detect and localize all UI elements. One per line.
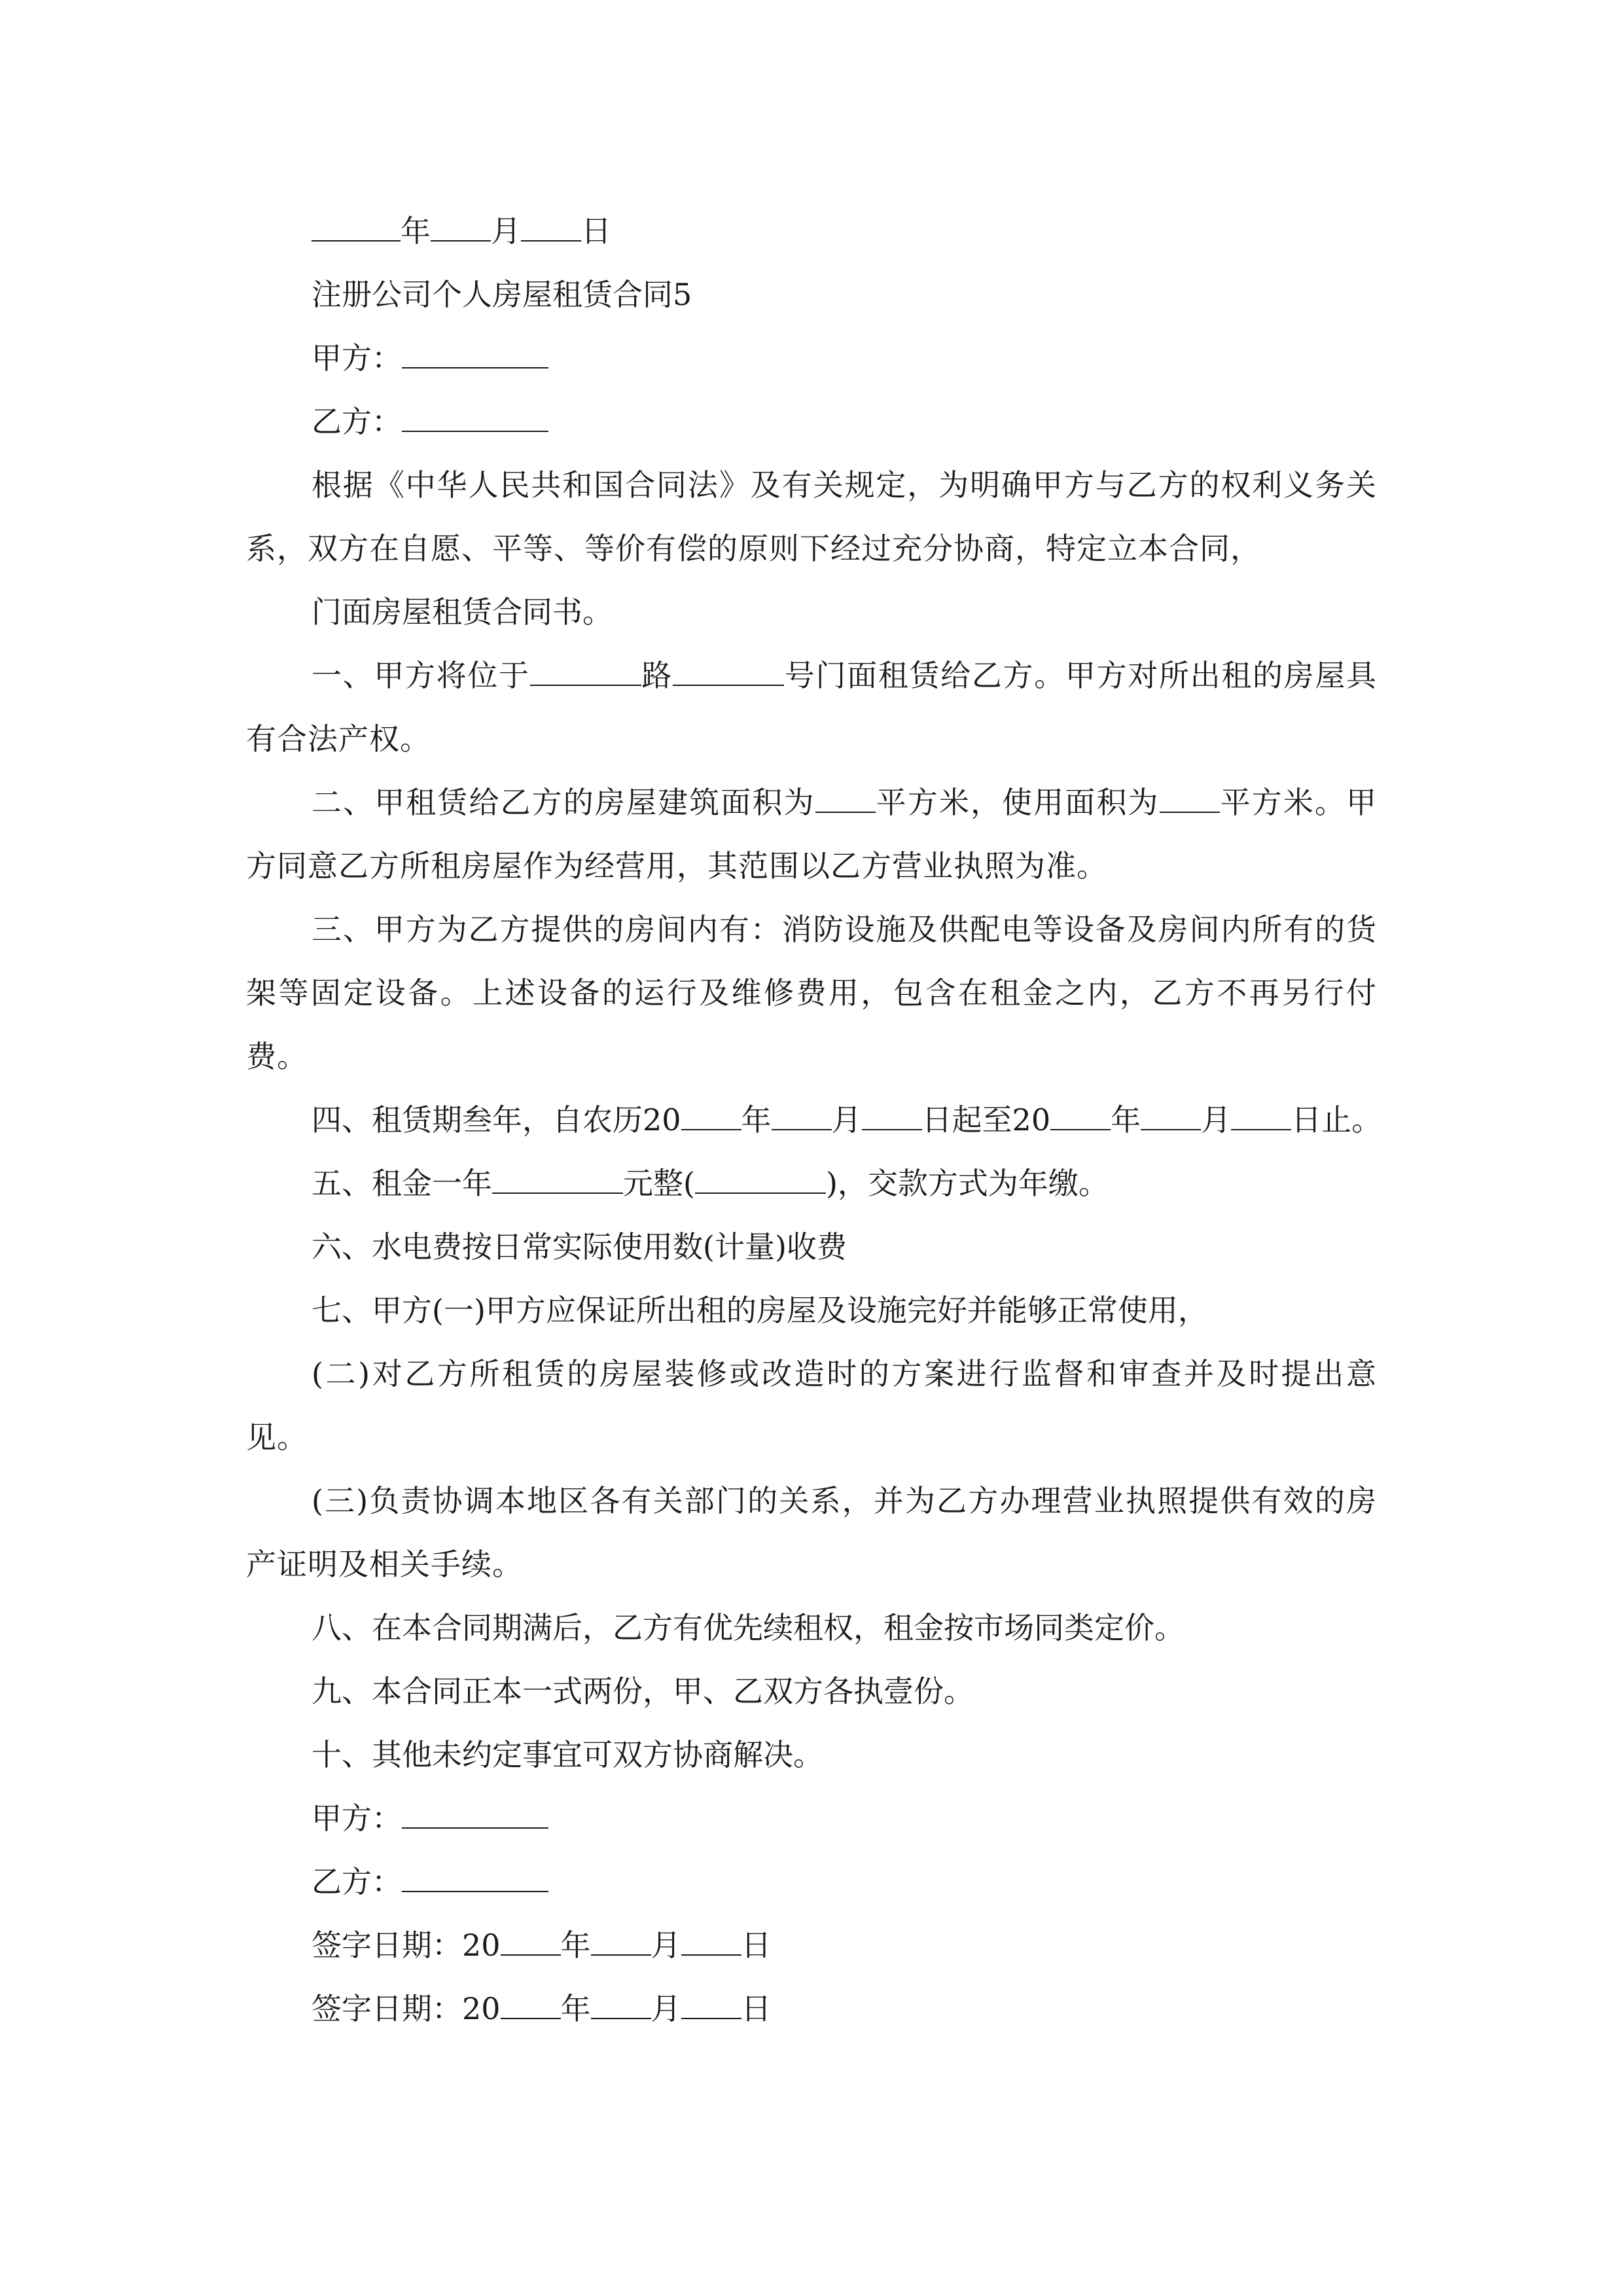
- start-month-blank: [772, 1103, 832, 1130]
- sign-date-2-month-blank: [591, 1992, 651, 2019]
- road-blank: [530, 658, 641, 686]
- clause-4-text-e: 年: [1111, 1102, 1141, 1138]
- month-label: 月: [491, 213, 521, 249]
- clause-3: 三、甲方为乙方提供的房间内有：消防设施及供配电等设备及房间内所有的货架等固定设备。上述设备的运行及维修费用，包含在租金之内，乙方不再另行付费。: [246, 912, 1377, 1074]
- clause-6: 六、水电费按日常实际使用数(计量)收费: [312, 1229, 847, 1265]
- sign-date-2-month: 月: [651, 1991, 681, 2026]
- clause-5: [246, 1152, 1377, 1215]
- sign-date-2-day-blank: [681, 1992, 741, 2019]
- year-blank: [312, 214, 401, 242]
- sign-date-2-day: 日: [741, 1991, 772, 2026]
- clause-2-text-a: 二、甲租赁给乙方的房屋建筑面积为: [312, 785, 815, 820]
- clause-1: [246, 644, 1377, 771]
- subtitle: 门面房屋租赁合同书。: [312, 594, 613, 630]
- day-blank: [521, 214, 581, 242]
- party-a-label: 甲方：: [312, 340, 402, 376]
- end-month-blank: [1141, 1103, 1201, 1130]
- sign-date-2-label: 签字日期：20: [312, 1991, 501, 2026]
- month-blank: [431, 214, 491, 242]
- clause-4-text-g: 日止。: [1291, 1102, 1382, 1138]
- sign-date-2-year: 年: [560, 1991, 591, 2026]
- clause-1-text-b: 路: [641, 658, 673, 693]
- clause-1-text-a: 一、甲方将位于: [312, 658, 530, 693]
- sign-date-1-month: 月: [651, 1928, 681, 1963]
- end-day-blank: [1231, 1103, 1291, 1130]
- clause-7: 七、甲方(一)甲方应保证所出租的房屋及设施完好并能够正常使用，: [312, 1293, 1208, 1328]
- clause-1-text-c: 号门面租赁给乙方。甲方对所出租的房屋具有合法产权。: [246, 658, 1378, 757]
- clause-5-text-b: 元整(: [623, 1166, 695, 1201]
- sign-date-1-year-blank: [501, 1928, 561, 1956]
- clause-5-text-a: 五、租金一年: [312, 1166, 492, 1201]
- sign-date-line-2: [246, 1977, 1377, 2041]
- sign-date-1-day-blank: [681, 1928, 741, 1956]
- party-b-label: 乙方：: [312, 404, 402, 439]
- clause-4-text-a: 四、租赁期叁年，自农历20: [312, 1102, 681, 1138]
- clause-4-text-f: 月: [1201, 1102, 1232, 1138]
- contract-title: 注册公司个人房屋租赁合同5: [312, 277, 692, 312]
- clause-10: 十、其他未约定事宜可双方协商解决。: [312, 1737, 823, 1772]
- sign-date-2-year-blank: [501, 1992, 561, 2019]
- signature-party-b: [246, 1850, 1377, 1914]
- clause-4-text-b: 年: [741, 1102, 772, 1138]
- day-label: 日: [581, 213, 611, 249]
- clause-8: 八、在本合同期满后，乙方有优先续租权，租金按市场同类定价。: [312, 1610, 1185, 1645]
- sign-date-1-label: 签字日期：20: [312, 1928, 501, 1963]
- end-year-blank: [1050, 1103, 1111, 1130]
- usable-area-blank: [1160, 785, 1220, 813]
- start-day-blank: [862, 1103, 922, 1130]
- header-date-line: [246, 200, 1377, 263]
- signature-party-a: [246, 1787, 1377, 1850]
- clause-4: [246, 1088, 1382, 1152]
- signature-party-b-blank: [402, 1865, 548, 1892]
- signature-party-a-label: 甲方：: [312, 1801, 402, 1836]
- party-b-blank: [402, 404, 548, 432]
- clause-7-sub-2: (二)对乙方所租赁的房屋装修或改造时的方案进行监督和审查并及时提出意见。: [246, 1356, 1377, 1455]
- party-a-blank: [402, 341, 548, 368]
- clause-9: 九、本合同正本一式两份，甲、乙双方各执壹份。: [312, 1674, 974, 1709]
- sign-date-line-1: [246, 1914, 1377, 1977]
- start-year-blank: [681, 1103, 741, 1130]
- signature-party-a-blank: [402, 1801, 548, 1829]
- party-b-line: [246, 390, 1377, 454]
- number-blank: [673, 658, 784, 686]
- sign-date-1-month-blank: [591, 1928, 651, 1956]
- sign-date-1-day: 日: [741, 1928, 772, 1963]
- intro-paragraph: 根据《中华人民共和国合同法》及有关规定，为明确甲方与乙方的权利义务关系，双方在自愿、平等、等价有偿的原则下经过充分协商，特定立本合同，: [246, 467, 1377, 566]
- clause-7-sub-3: (三)负责协调本地区各有关部门的关系，并为乙方办理营业执照提供有效的房产证明及相关手续。: [246, 1483, 1377, 1582]
- clause-2: [246, 771, 1377, 898]
- clause-2-text-b: 平方米，使用面积为: [875, 785, 1160, 820]
- clause-5-text-c: )，交款方式为年缴。: [825, 1166, 1109, 1201]
- clause-4-text-d: 日起至20: [921, 1102, 1051, 1138]
- building-area-blank: [815, 785, 876, 813]
- party-a-line: [246, 327, 1377, 390]
- sign-date-1-year: 年: [560, 1928, 591, 1963]
- rent-amount-blank: [492, 1166, 623, 1194]
- signature-party-b-label: 乙方：: [312, 1864, 402, 1899]
- rent-capital-blank: [695, 1166, 826, 1194]
- contract-body: [246, 200, 1382, 2041]
- clause-2-text-c: 平方米。甲方同意乙方所租房屋作为经营用，其范围以乙方营业执照为准。: [246, 785, 1378, 884]
- clause-4-text-c: 月: [831, 1102, 862, 1138]
- year-label: 年: [401, 213, 431, 249]
